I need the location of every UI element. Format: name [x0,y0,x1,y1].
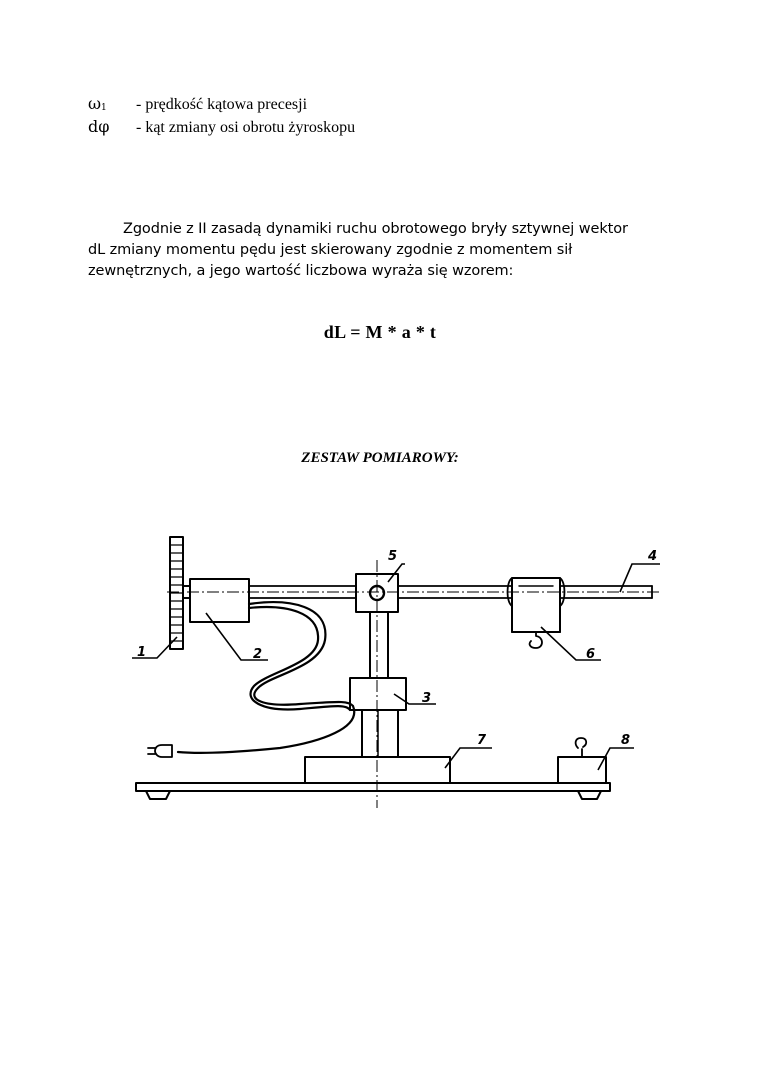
section-heading: ZESTAW POMIAROWY: [301,450,459,466]
formula: dL = M * a * t [323,322,437,342]
label-1: 1 [137,645,147,660]
paragraph-line: Zgodnie z II zasadą dynamiki ruchu obrotowego bryły sztywnej wektor [123,221,628,237]
clamp-block [350,678,406,710]
label-5: 5 [388,549,398,564]
label-4: 4 [648,549,658,564]
definition-symbol: dφ [88,117,110,136]
power-cable [178,602,354,753]
definition-text: - prędkość kątowa precesji [136,96,308,113]
label-3: 3 [422,691,432,706]
label-6: 6 [586,647,596,662]
motor [190,579,249,622]
paragraph-line: zewnętrznych, a jego wartość liczbowa wyraża się wzorem: [88,263,514,279]
label-8: 8 [621,733,631,748]
plug-icon [148,745,172,757]
sliding-counterweight [508,578,565,648]
base-plate [136,783,610,799]
definition-symbol: $\omega_1$ [88,94,107,113]
weight [558,738,606,783]
label-2: 2 [253,647,263,662]
definition-text: - kąt zmiany osi obrotu żyroskopu [136,119,356,136]
paragraph-line: dL zmiany momentu pędu jest skierowany zgodnie z momentem sił [88,242,573,258]
gyroscope-disc [170,537,190,649]
label-7: 7 [477,733,487,748]
